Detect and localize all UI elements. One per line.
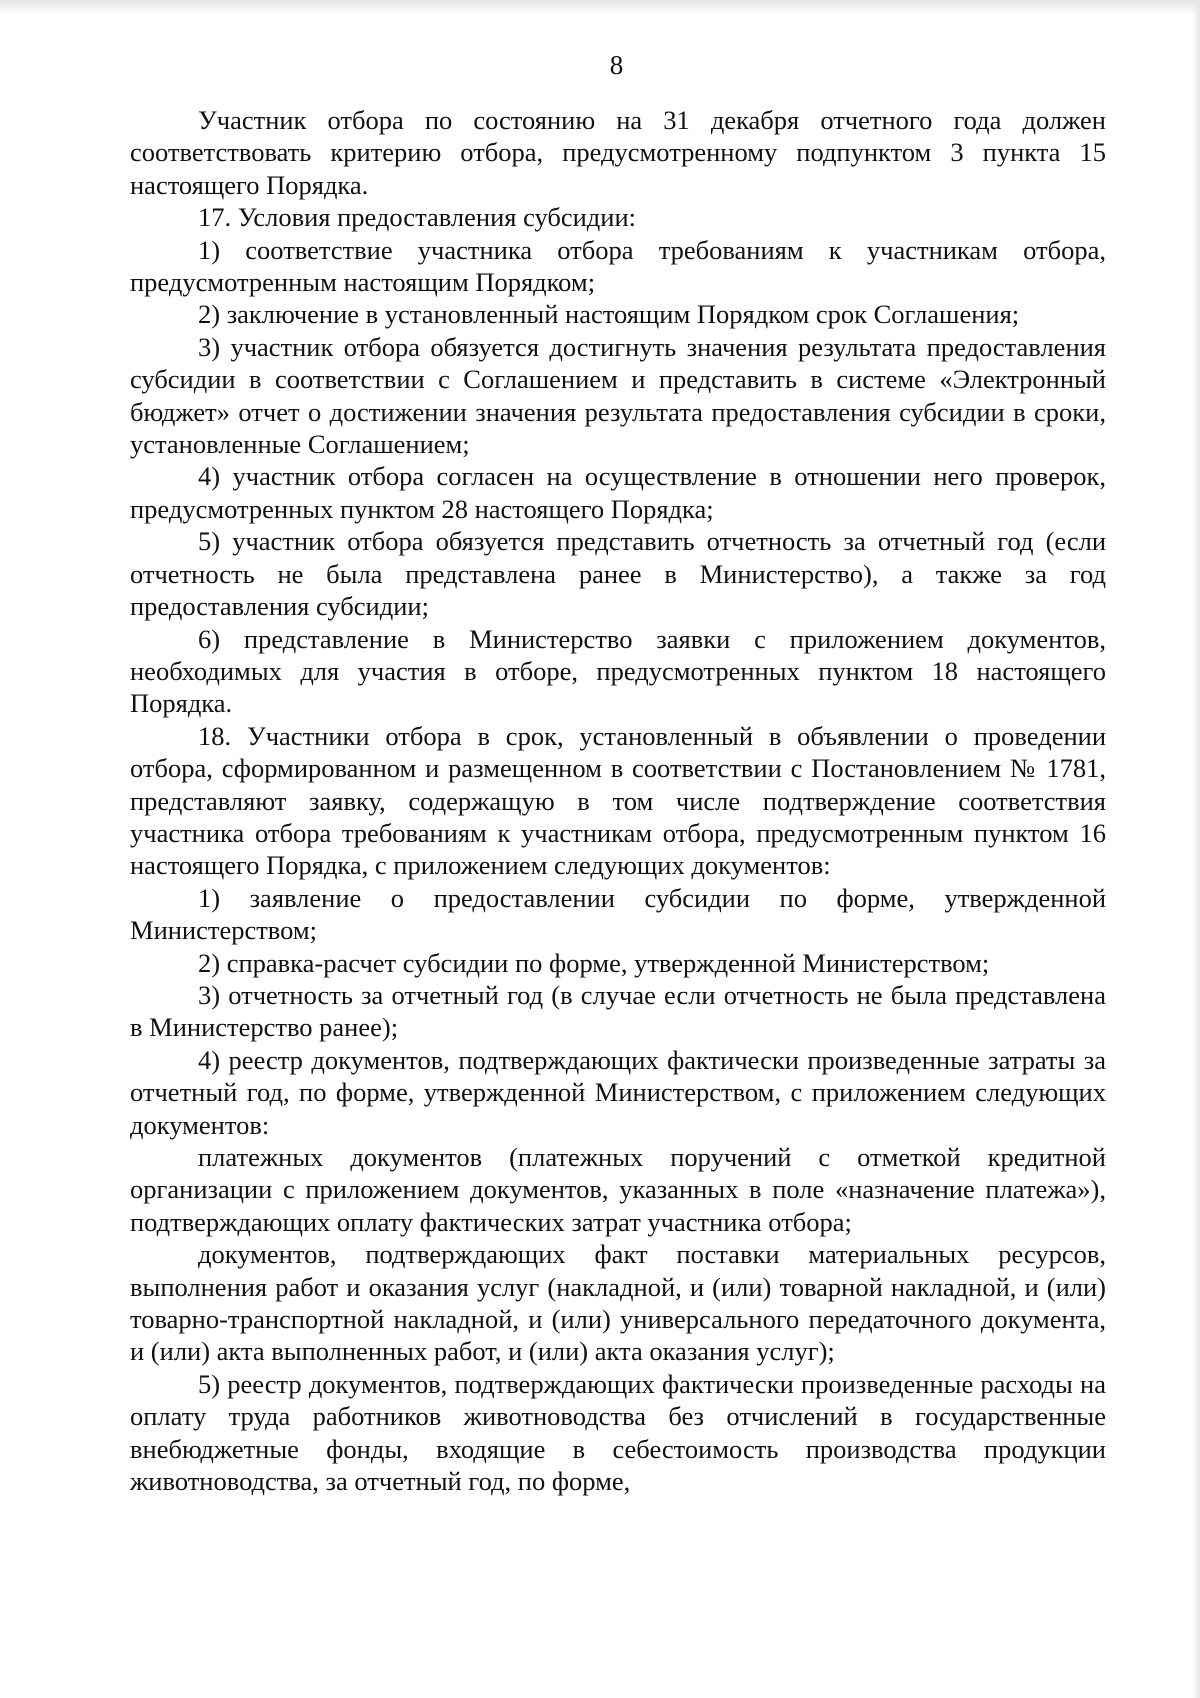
paragraph-17-5: 5) участник отбора обязуется представить отчетность за отчетный год (если отчетность не была представлена ранее в Министерство), а также за год предоставления субсидии; bbox=[130, 526, 1106, 622]
paragraph-18-2: 2) справка-расчет субсидии по форме, утвержденной Министерством; bbox=[198, 947, 990, 978]
scan-edge-right bbox=[1192, 0, 1200, 1698]
paragraph-18-4-payments: платежных документов (платежных поручений с отметкой кредитной организации с приложением документов, указанных в поле «назначение платежа»), подтверждающих оплату фактических затрат участника отбора; bbox=[130, 1142, 1106, 1237]
scan-edge-top bbox=[0, 0, 1200, 14]
paragraph-18-4-delivery: документов, подтверждающих факт поставки материальных ресурсов, выполнения работ и оказания услуг (накладной, и (или) товарной накладной, и (или) товарно-транспортной накладной, и (или) универсального передаточного документа, и (или) акта выполненных работ, и (или) акта оказания услуг); bbox=[130, 1239, 1106, 1367]
paragraph-criteria-date: Участник отбора по состоянию на 31 декабря отчетного года должен соответствовать критерию отбора, предусмотренному подпунктом 3 пункта 15 настоящего Порядка. bbox=[130, 105, 1106, 200]
paragraph-17-2: 2) заключение в установленный настоящим Порядком срок Соглашения; bbox=[198, 299, 1020, 330]
paragraph-17-4: 4) участник отбора согласен на осуществление в отношении него проверок, предусмотренных пунктом 28 настоящего Порядка; bbox=[130, 461, 1106, 524]
paragraph-18-1: 1) заявление о предоставлении субсидии по форме, утвержденной Министерством; bbox=[130, 882, 1106, 946]
paragraph-17-3: 3) участник отбора обязуется достигнуть значения результата предоставления субсидии в соответствии с Соглашением и представить в системе «Электронный бюджет» отчет о достижении значения результата предоставления субсидии в сроки, установленные Соглашением; bbox=[130, 331, 1106, 460]
paragraph-18-heading: 18. Участники отбора в срок, установленный в объявлении о проведении отбора, сформированном и размещенном в соответствии с Постановлением № 1781, представляют заявку, содержащую в том числе подтверждение соответствия участника отбора требованиям к участникам отбора, предусмотренным пунктом 16 настоящего Порядка, с приложением следующих документов: bbox=[130, 720, 1106, 881]
document-body bbox=[130, 104, 1106, 1497]
paragraph-17-1: 1) соответствие участника отбора требованиям к участникам отбора, предусмотренным настоящим Порядком; bbox=[130, 234, 1106, 298]
page-number: 8 bbox=[609, 50, 624, 80]
paragraph-17-6: 6) представление в Министерство заявки с приложением документов, необходимых для участия в отборе, предусмотренных пунктом 18 настоящего Порядка. bbox=[130, 623, 1106, 719]
paragraph-18-5: 5) реестр документов, подтверждающих фактически произведенные расходы на оплату труда работников животноводства без отчислений в государственные внебюджетные фонды, входящие в себестоимость производства продукции животноводства, за отчетный год, по форме, bbox=[130, 1368, 1106, 1497]
paragraph-18-3: 3) отчетность за отчетный год (в случае если отчетность не была представлена в Министерство ранее); bbox=[130, 979, 1106, 1043]
paragraph-18-4: 4) реестр документов, подтверждающих фактически произведенные затраты за отчетный год, по форме, утвержденной Министерством, с приложением следующих документов: bbox=[130, 1044, 1106, 1140]
paragraph-17-heading: 17. Условия предоставления субсидии: bbox=[198, 202, 637, 233]
